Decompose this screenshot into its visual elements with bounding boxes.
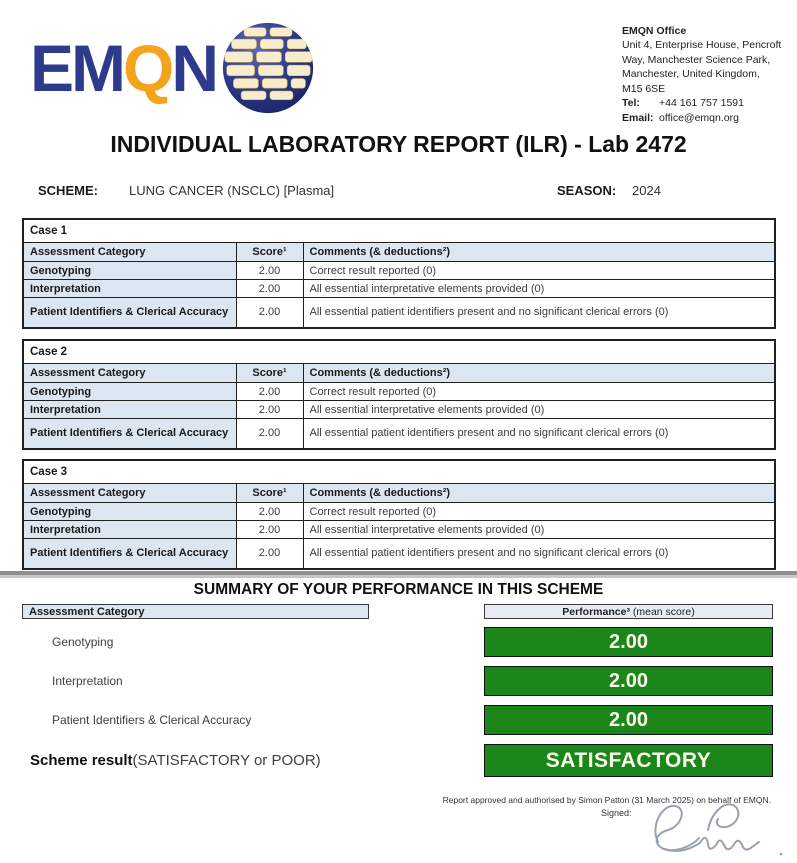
email-row [622, 111, 794, 125]
summary-row-label: Patient Identifiers & Clerical Accuracy [52, 713, 252, 727]
email-address: office@emqn.org [659, 111, 739, 124]
scheme-label: SCHEME: [38, 183, 98, 198]
summary-category-header: Assessment Category [22, 604, 369, 619]
category-cell: Genotyping [23, 262, 236, 280]
logo-letter: M [71, 31, 124, 105]
address-line: Unit 4, Enterprise House, Pencroft [622, 39, 782, 52]
score-cell: 2.00 [236, 419, 303, 449]
category-cell: Genotyping [23, 383, 236, 401]
score-cell: 2.00 [236, 298, 303, 328]
scheme-result-label-bold: Scheme result [30, 752, 133, 769]
comment-cell: All essential interpretative elements provided (0) [303, 401, 775, 419]
case-2-table [22, 339, 776, 450]
category-cell: Genotyping [23, 503, 236, 521]
performance-score-box: 2.00 [484, 627, 773, 657]
col-header-category: Assessment Category [23, 484, 236, 503]
logo-letter: E [30, 31, 72, 105]
category-cell: Interpretation [23, 401, 236, 419]
score-cell: 2.00 [236, 262, 303, 280]
comment-cell: All essential patient identifiers present and no significant clerical errors (0) [303, 419, 775, 449]
category-cell: Interpretation [23, 280, 236, 298]
case-title: Case 1 [23, 219, 775, 243]
col-header-score: Score¹ [236, 484, 303, 503]
page-title: INDIVIDUAL LABORATORY REPORT (ILR) - Lab 2472 [110, 131, 687, 157]
performance-header-bold: Performance³ [562, 605, 630, 618]
scheme-row [0, 183, 797, 201]
performance-score-box: 2.00 [484, 705, 773, 735]
case-1-table [22, 218, 776, 329]
comment-cell: All essential patient identifiers present and no significant clerical errors (0) [303, 539, 775, 569]
address-line: Manchester, United Kingdom, [622, 68, 760, 81]
signature-image [642, 796, 787, 860]
comment-cell: Correct result reported (0) [303, 503, 775, 521]
category-cell: Patient Identifiers & Clerical Accuracy [23, 419, 236, 449]
col-header-comments: Comments (& deductions²) [303, 484, 775, 503]
comment-cell: Correct result reported (0) [303, 383, 775, 401]
scheme-result-label [30, 744, 321, 777]
scheme-value: LUNG CANCER (NSCLC) [Plasma] [129, 183, 335, 198]
col-header-comments: Comments (& deductions²) [303, 243, 775, 262]
summary-row-label: Interpretation [52, 674, 123, 688]
summary-performance-header [484, 604, 773, 619]
case-title: Case 2 [23, 340, 775, 364]
col-header-score: Score¹ [236, 364, 303, 383]
emqn-logo [30, 20, 316, 116]
score-cell: 2.00 [236, 539, 303, 569]
case-title: Case 3 [23, 460, 775, 484]
section-divider [0, 571, 797, 578]
scheme-result-label-rest: (SATISFACTORY or POOR) [132, 752, 321, 769]
logo-letter: N [171, 31, 217, 105]
tel-label: Tel: [622, 97, 640, 110]
score-cell: 2.00 [236, 280, 303, 298]
case-3-table [22, 459, 776, 570]
col-header-score: Score¹ [236, 243, 303, 262]
summary-row-label: Genotyping [52, 635, 114, 649]
score-cell: 2.00 [236, 383, 303, 401]
office-title: EMQN Office [622, 25, 687, 37]
office-address-block [622, 24, 794, 125]
col-header-category: Assessment Category [23, 243, 236, 262]
comment-cell: All essential interpretative elements provided (0) [303, 521, 775, 539]
address-line: M15 6SE [622, 82, 666, 95]
performance-header-rest: (mean score) [629, 605, 695, 618]
tel-row [622, 96, 794, 110]
scheme-result-box: SATISFACTORY [484, 744, 773, 777]
comment-cell: All essential patient identifiers present and no significant clerical errors (0) [303, 298, 775, 328]
category-cell: Interpretation [23, 521, 236, 539]
score-cell: 2.00 [236, 503, 303, 521]
score-cell: 2.00 [236, 401, 303, 419]
tel-number: +44 161 757 1591 [659, 97, 744, 110]
category-cell: Patient Identifiers & Clerical Accuracy [23, 539, 236, 569]
category-cell: Patient Identifiers & Clerical Accuracy [23, 298, 236, 328]
address-line: Way, Manchester Science Park, [622, 53, 771, 66]
comment-cell: All essential interpretative elements provided (0) [303, 280, 775, 298]
comment-cell: Correct result reported (0) [303, 262, 775, 280]
col-header-category: Assessment Category [23, 364, 236, 383]
season-value: 2024 [632, 183, 661, 198]
signed-label: Signed: [601, 808, 632, 818]
email-label: Email: [622, 111, 654, 124]
logo-letter: Q [123, 31, 172, 105]
approval-text: Report approved and authorised by Simon Patton (31 March 2025) on behalf of EMQN. [442, 795, 771, 805]
summary-title: SUMMARY OF YOUR PERFORMANCE IN THIS SCHEME [193, 581, 604, 598]
globe-icon [220, 20, 316, 116]
score-cell: 2.00 [236, 521, 303, 539]
performance-score-box: 2.00 [484, 666, 773, 696]
season-label: SEASON: [557, 183, 617, 198]
col-header-comments: Comments (& deductions²) [303, 364, 775, 383]
